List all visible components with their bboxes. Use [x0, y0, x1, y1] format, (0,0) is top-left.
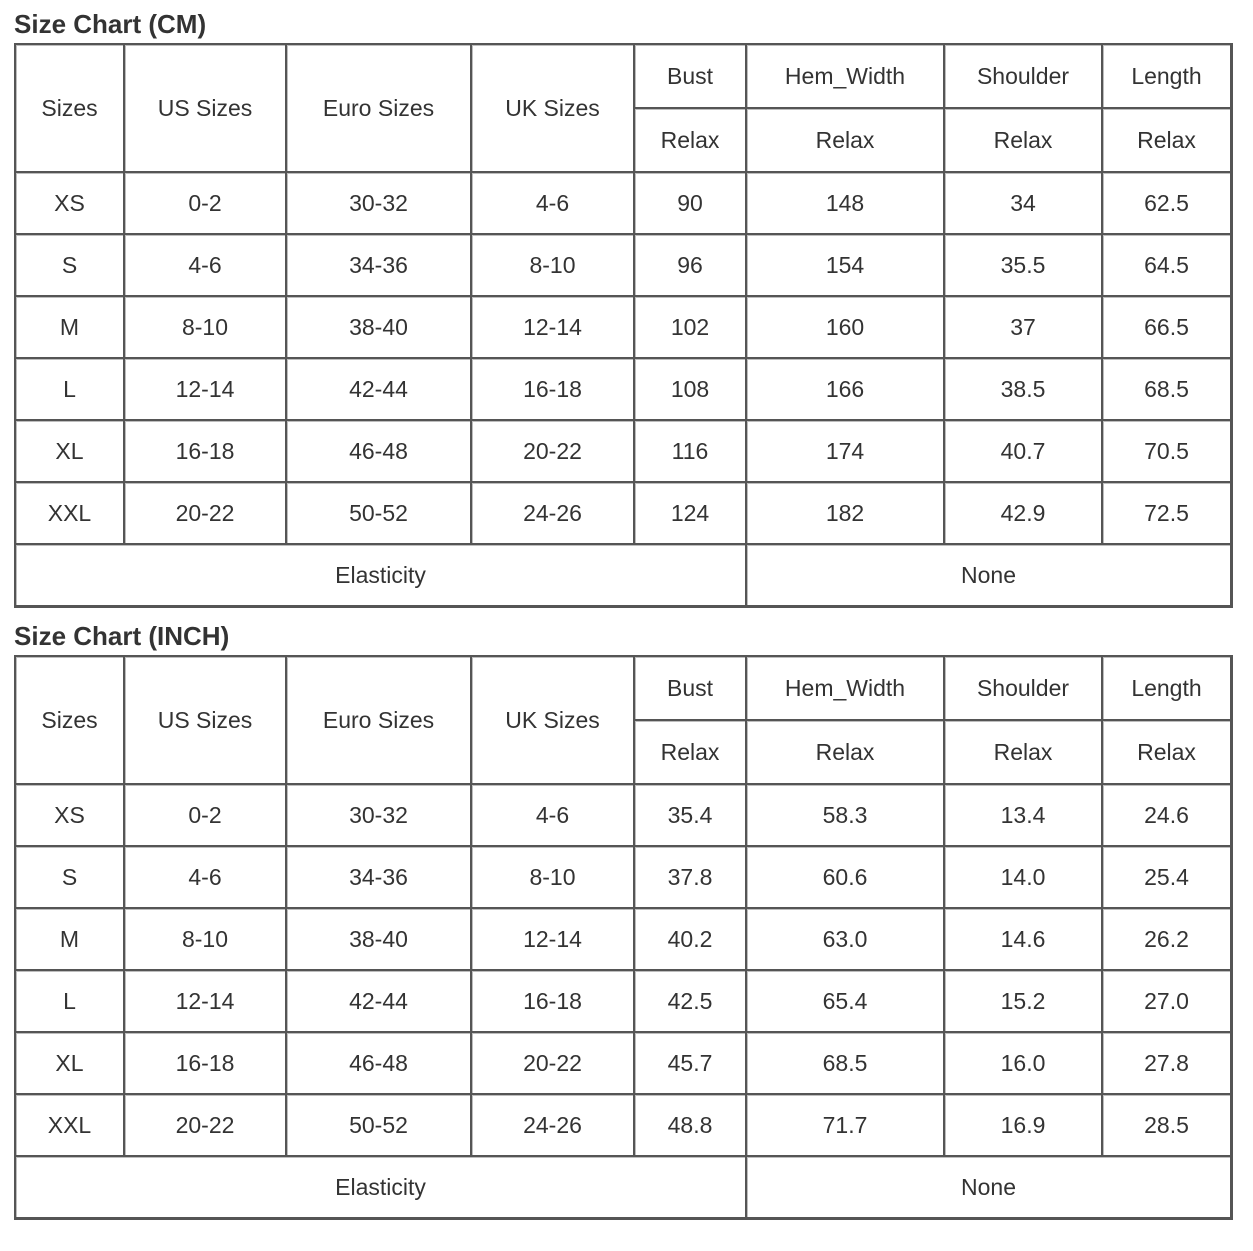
cell-length: 68.5 [1103, 359, 1232, 421]
cell-shoulder: 40.7 [945, 421, 1103, 483]
cell-shoulder: 35.5 [945, 235, 1103, 297]
header-uk-sizes: UK Sizes [472, 657, 635, 785]
cell-hem-width: 160 [747, 297, 945, 359]
subheader-length-relax: Relax [1103, 109, 1232, 173]
cell-euro-size: 34-36 [287, 847, 472, 909]
footer-row [16, 1157, 1232, 1219]
cell-size: L [16, 359, 125, 421]
cell-euro-size: 38-40 [287, 297, 472, 359]
elasticity-value: None [747, 1157, 1232, 1219]
cell-length: 70.5 [1103, 421, 1232, 483]
cell-us-size: 8-10 [125, 909, 287, 971]
cell-shoulder: 38.5 [945, 359, 1103, 421]
cell-size: S [16, 847, 125, 909]
cell-hem-width: 154 [747, 235, 945, 297]
cell-us-size: 0-2 [125, 785, 287, 847]
cell-uk-size: 4-6 [472, 173, 635, 235]
cell-size: XXL [16, 483, 125, 545]
cell-uk-size: 12-14 [472, 297, 635, 359]
cell-uk-size: 8-10 [472, 847, 635, 909]
cell-hem-width: 174 [747, 421, 945, 483]
cell-hem-width: 182 [747, 483, 945, 545]
header-sizes: Sizes [16, 657, 125, 785]
cell-euro-size: 42-44 [287, 359, 472, 421]
cell-shoulder: 14.6 [945, 909, 1103, 971]
elasticity-label: Elasticity [16, 1157, 747, 1219]
table-row [16, 1033, 1232, 1095]
cell-hem-width: 71.7 [747, 1095, 945, 1157]
size-chart-inch-title: Size Chart (INCH) [14, 621, 230, 651]
table-row [16, 971, 1232, 1033]
header-length: Length [1103, 45, 1232, 109]
cell-bust: 102 [635, 297, 747, 359]
subheader-length-relax: Relax [1103, 721, 1232, 785]
cell-length: 62.5 [1103, 173, 1232, 235]
cell-hem-width: 68.5 [747, 1033, 945, 1095]
cell-shoulder: 42.9 [945, 483, 1103, 545]
size-chart-cm-title: Size Chart (CM) [14, 9, 207, 39]
cell-shoulder: 16.0 [945, 1033, 1103, 1095]
cell-bust: 108 [635, 359, 747, 421]
cell-bust: 96 [635, 235, 747, 297]
cell-length: 24.6 [1103, 785, 1232, 847]
header-sizes: Sizes [16, 45, 125, 173]
cell-euro-size: 50-52 [287, 1095, 472, 1157]
cell-size: M [16, 909, 125, 971]
cell-euro-size: 46-48 [287, 1033, 472, 1095]
header-length: Length [1103, 657, 1232, 721]
size-chart-cm-table [14, 43, 1233, 608]
cell-size: XS [16, 173, 125, 235]
cell-bust: 90 [635, 173, 747, 235]
table-row [16, 909, 1232, 971]
cell-us-size: 0-2 [125, 173, 287, 235]
cell-hem-width: 148 [747, 173, 945, 235]
cell-hem-width: 63.0 [747, 909, 945, 971]
table-row [16, 785, 1232, 847]
cell-bust: 116 [635, 421, 747, 483]
cell-size: S [16, 235, 125, 297]
cell-bust: 35.4 [635, 785, 747, 847]
footer-row [16, 545, 1232, 607]
cell-us-size: 4-6 [125, 235, 287, 297]
cell-bust: 37.8 [635, 847, 747, 909]
elasticity-value: None [747, 545, 1232, 607]
subheader-shoulder-relax: Relax [945, 721, 1103, 785]
cell-uk-size: 4-6 [472, 785, 635, 847]
table-row [16, 421, 1232, 483]
cell-size: XXL [16, 1095, 125, 1157]
cell-us-size: 16-18 [125, 421, 287, 483]
header-euro-sizes: Euro Sizes [287, 45, 472, 173]
cell-bust: 40.2 [635, 909, 747, 971]
header-euro-sizes: Euro Sizes [287, 657, 472, 785]
cell-hem-width: 65.4 [747, 971, 945, 1033]
cell-uk-size: 20-22 [472, 421, 635, 483]
header-hem-width: Hem_Width [747, 45, 945, 109]
subheader-shoulder-relax: Relax [945, 109, 1103, 173]
header-hem-width: Hem_Width [747, 657, 945, 721]
size-chart-inch-table [14, 655, 1233, 1220]
cell-us-size: 20-22 [125, 1095, 287, 1157]
cell-length: 25.4 [1103, 847, 1232, 909]
elasticity-label: Elasticity [16, 545, 747, 607]
cell-shoulder: 15.2 [945, 971, 1103, 1033]
cell-us-size: 4-6 [125, 847, 287, 909]
cell-bust: 45.7 [635, 1033, 747, 1095]
cell-length: 27.0 [1103, 971, 1232, 1033]
cell-us-size: 16-18 [125, 1033, 287, 1095]
cell-euro-size: 34-36 [287, 235, 472, 297]
cell-uk-size: 12-14 [472, 909, 635, 971]
header-bust: Bust [635, 657, 747, 721]
header-shoulder: Shoulder [945, 657, 1103, 721]
header-shoulder: Shoulder [945, 45, 1103, 109]
cell-bust: 124 [635, 483, 747, 545]
header-row [16, 45, 1232, 109]
cell-uk-size: 24-26 [472, 1095, 635, 1157]
cell-length: 72.5 [1103, 483, 1232, 545]
cell-hem-width: 60.6 [747, 847, 945, 909]
cell-us-size: 12-14 [125, 359, 287, 421]
cell-bust: 42.5 [635, 971, 747, 1033]
cell-hem-width: 166 [747, 359, 945, 421]
table-row [16, 483, 1232, 545]
cell-us-size: 8-10 [125, 297, 287, 359]
cell-euro-size: 30-32 [287, 785, 472, 847]
cell-size: XL [16, 421, 125, 483]
table-row [16, 297, 1232, 359]
cell-euro-size: 42-44 [287, 971, 472, 1033]
cell-uk-size: 8-10 [472, 235, 635, 297]
cell-length: 27.8 [1103, 1033, 1232, 1095]
cell-uk-size: 16-18 [472, 359, 635, 421]
cell-size: XS [16, 785, 125, 847]
header-uk-sizes: UK Sizes [472, 45, 635, 173]
table-row [16, 1095, 1232, 1157]
table-row [16, 847, 1232, 909]
header-us-sizes: US Sizes [125, 657, 287, 785]
table-row [16, 359, 1232, 421]
cell-length: 26.2 [1103, 909, 1232, 971]
cell-uk-size: 24-26 [472, 483, 635, 545]
table-row [16, 173, 1232, 235]
cell-shoulder: 13.4 [945, 785, 1103, 847]
header-us-sizes: US Sizes [125, 45, 287, 173]
table-row [16, 235, 1232, 297]
cell-size: L [16, 971, 125, 1033]
cell-us-size: 12-14 [125, 971, 287, 1033]
cell-uk-size: 16-18 [472, 971, 635, 1033]
subheader-bust-relax: Relax [635, 721, 747, 785]
cell-euro-size: 46-48 [287, 421, 472, 483]
cell-us-size: 20-22 [125, 483, 287, 545]
cell-size: XL [16, 1033, 125, 1095]
subheader-bust-relax: Relax [635, 109, 747, 173]
cell-euro-size: 50-52 [287, 483, 472, 545]
header-bust: Bust [635, 45, 747, 109]
cell-shoulder: 37 [945, 297, 1103, 359]
cell-uk-size: 20-22 [472, 1033, 635, 1095]
cell-length: 64.5 [1103, 235, 1232, 297]
cell-shoulder: 34 [945, 173, 1103, 235]
cell-length: 28.5 [1103, 1095, 1232, 1157]
cell-shoulder: 16.9 [945, 1095, 1103, 1157]
cell-euro-size: 30-32 [287, 173, 472, 235]
cell-euro-size: 38-40 [287, 909, 472, 971]
subheader-hem-width-relax: Relax [747, 109, 945, 173]
cell-hem-width: 58.3 [747, 785, 945, 847]
subheader-hem-width-relax: Relax [747, 721, 945, 785]
cell-bust: 48.8 [635, 1095, 747, 1157]
cell-size: M [16, 297, 125, 359]
header-row [16, 657, 1232, 721]
cell-length: 66.5 [1103, 297, 1232, 359]
cell-shoulder: 14.0 [945, 847, 1103, 909]
